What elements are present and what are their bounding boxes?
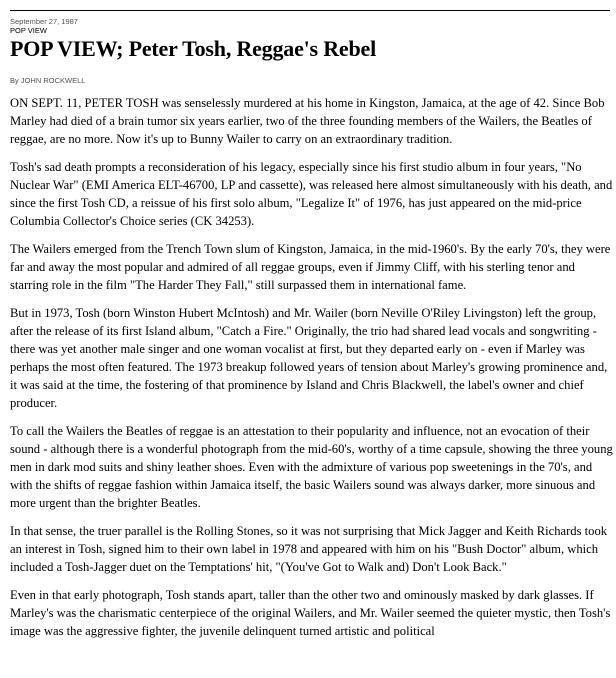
paragraph: But in 1973, Tosh (born Winston Hubert McIntosh) and Mr. Wailer (born Neville O'Riley Livingston) left the group, after the release of its first Island album, "Catch a Fire." Originally, the trio had shared lead vocals and songwriting - there was yet another male singer and one woman vocalist at first, but they departed early on - even if Marley was perhaps the most often featured. The 1973 breakup followed years of tension about Marley's growing prominence and, it was said at the time, the fostering of that prominence by Island and Chris Blackwell, the label's owner and chief producer.	[10, 306, 608, 410]
paragraph: To call the Wailers the Beatles of reggae is an attestation to their popularity and influence, not an evocation of their sound - although there is a wonderful photograph from the mid-60's, worthy of a time capsule, showing the three young men in dark mod suits and shiny leather shoes. Even with the admixture of various pop sweetenings in the 70's, and with the shifts of reggae fashion within Jamaica itself, the basic Wailers sound was always darker, more sinuous and more urgent than the brighter Beatles.	[10, 424, 613, 510]
top-divider	[10, 10, 610, 11]
headline: POP VIEW; Peter Tosh, Reggae's Rebel	[10, 36, 376, 61]
paragraph: ON SEPT. 11, PETER TOSH was senselessly murdered at his home in Kingston, Jamaica, at the age of 42. Since Bob Marley had died of a brain tumor six years earlier, two of the three founding members of the Wailers, the Beatles of reggae, are no more. Now it's up to Bunny Wailer to carry on an extraordinary tradition.	[10, 96, 605, 146]
section-kicker: POP VIEW	[10, 26, 47, 35]
paragraph: Even in that early photograph, Tosh stands apart, taller than the other two and ominously masked by dark glasses. If Marley's was the charismatic centerpiece of the original Wailers, and Mr. Wailer seemed the quieter mystic, then Tosh's image was the aggressive fighter, the juvenile delinquent turned artistic and political	[10, 588, 611, 638]
byline: By JOHN ROCKWELL	[10, 76, 86, 85]
article	[10, 17, 613, 650]
paragraph: The Wailers emerged from the Trench Town slum of Kingston, Jamaica, in the mid-1960's. By the early 70's, they were far and away the most popular and admired of all reggae groups, even if Jimmy Cliff, with his sterling tenor and starring role in the film "The Harder They Fall," still surpassed them in international fame.	[10, 242, 611, 292]
article-body	[10, 94, 613, 640]
paragraph: Tosh's sad death prompts a reconsideration of his legacy, especially since his first studio album in four years, "No Nuclear War" (EMI America ELT-46700, LP and cassette), was released here almost simultaneously with his death, and since the first Tosh CD, a reissue of his first solo album, "Legalize It" of 1976, has just appeared on the mid-price Columbia Collector's Choice series (CK 34253).	[10, 160, 613, 228]
paragraph: In that sense, the truer parallel is the Rolling Stones, so it was not surprising that Mick Jagger and Keith Richards took an interest in Tosh, signed him to their own label in 1978 and appeared with him on his "Bush Doctor" album, which included a Tosh-Jagger duet on the Temptations' hit, "(You've Got to Walk and) Don't Look Back."	[10, 524, 608, 574]
article-date: September 27, 1987	[10, 17, 78, 26]
